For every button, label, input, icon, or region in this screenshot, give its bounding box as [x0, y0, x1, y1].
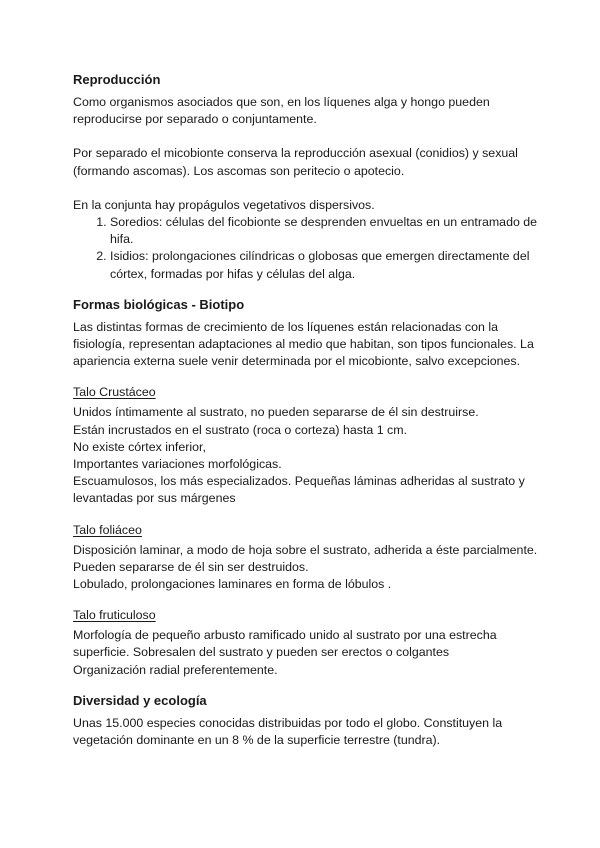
fruticuloso-line: Morfología de pequeño arbusto ramificado unido al sustrato por una estrecha superficie. Sobresalen del sustrato y pueden ser erectos o colgantes	[73, 628, 497, 660]
paragraph-reproduccion-3: En la conjunta hay propágulos vegetativos dispersivos.	[73, 197, 375, 212]
paragraph-formas: Las distintas formas de crecimiento de los líquenes están relacionadas con la fisiología, representan adaptaciones al medio que habitan, son tipos funcionales. La apariencia externa suele venir determinada por el micobionte, salvo excepciones.	[73, 319, 534, 369]
crustaceo-line: Unidos íntimamente al sustrato, no pueden separarse de él sin destruirse.	[73, 405, 479, 420]
heading-diversidad: Diversidad y ecología	[73, 692, 207, 708]
subheading-talo-crustaceo: Talo Crustáceo	[73, 385, 156, 400]
heading-reproduccion: Reproducción	[73, 72, 161, 87]
crustaceo-line: Importantes variaciones morfológicas.	[73, 457, 282, 472]
crustaceo-line: Están incrustados en el sustrato (roca o corteza) hasta 1 cm.	[73, 422, 408, 437]
paragraph-reproduccion-2: Por separado el micobionte conserva la reproducción asexual (conidios) y sexual (formando ascomas). Los ascomas son peritecio o apotecio.	[73, 146, 518, 178]
list-item: 1. Soredios: células del ficobionte se desprenden envueltas en un entramado de hifa.	[110, 214, 543, 248]
paragraph-reproduccion-1: Como organismos asociados que son, en los líquenes alga y hongo pueden reproducirse por separado o conjuntamente.	[73, 95, 490, 127]
foliaceo-line: Lobulado, prolongaciones laminares en forma de lóbulos .	[73, 577, 392, 592]
subheading-talo-foliaceo: Talo foliáceo	[73, 522, 142, 537]
crustaceo-line: No existe córtex inferior,	[73, 439, 206, 454]
paragraph-diversidad: Unas 15.000 especies conocidas distribuidas por todo el globo. Constituyen la vegetación dominante en un 8 % de la superficie terrestre (tundra).	[73, 715, 503, 748]
document-page	[73, 66, 543, 749]
crustaceo-line: Escuamulosos, los más especializados. Pequeñas láminas adheridas al sustrato y levantadas por sus márgenes	[73, 474, 525, 506]
subheading-talo-fruticuloso: Talo fruticuloso	[73, 608, 156, 623]
propagulos-list	[73, 214, 543, 283]
fruticuloso-line: Organización radial preferentemente.	[73, 662, 278, 677]
foliaceo-line: Disposición laminar, a modo de hoja sobre el sustrato, adherida a éste parcialmente. Pueden separarse de él sin ser destruidos.	[73, 542, 538, 574]
heading-formas-biologicas: Formas biológicas - Biotipo	[73, 296, 245, 312]
list-item: 2. Isidios: prolongaciones cilíndricas o globosas que emergen directamente del córtex, formadas por hifas y células del alga.	[110, 248, 543, 282]
